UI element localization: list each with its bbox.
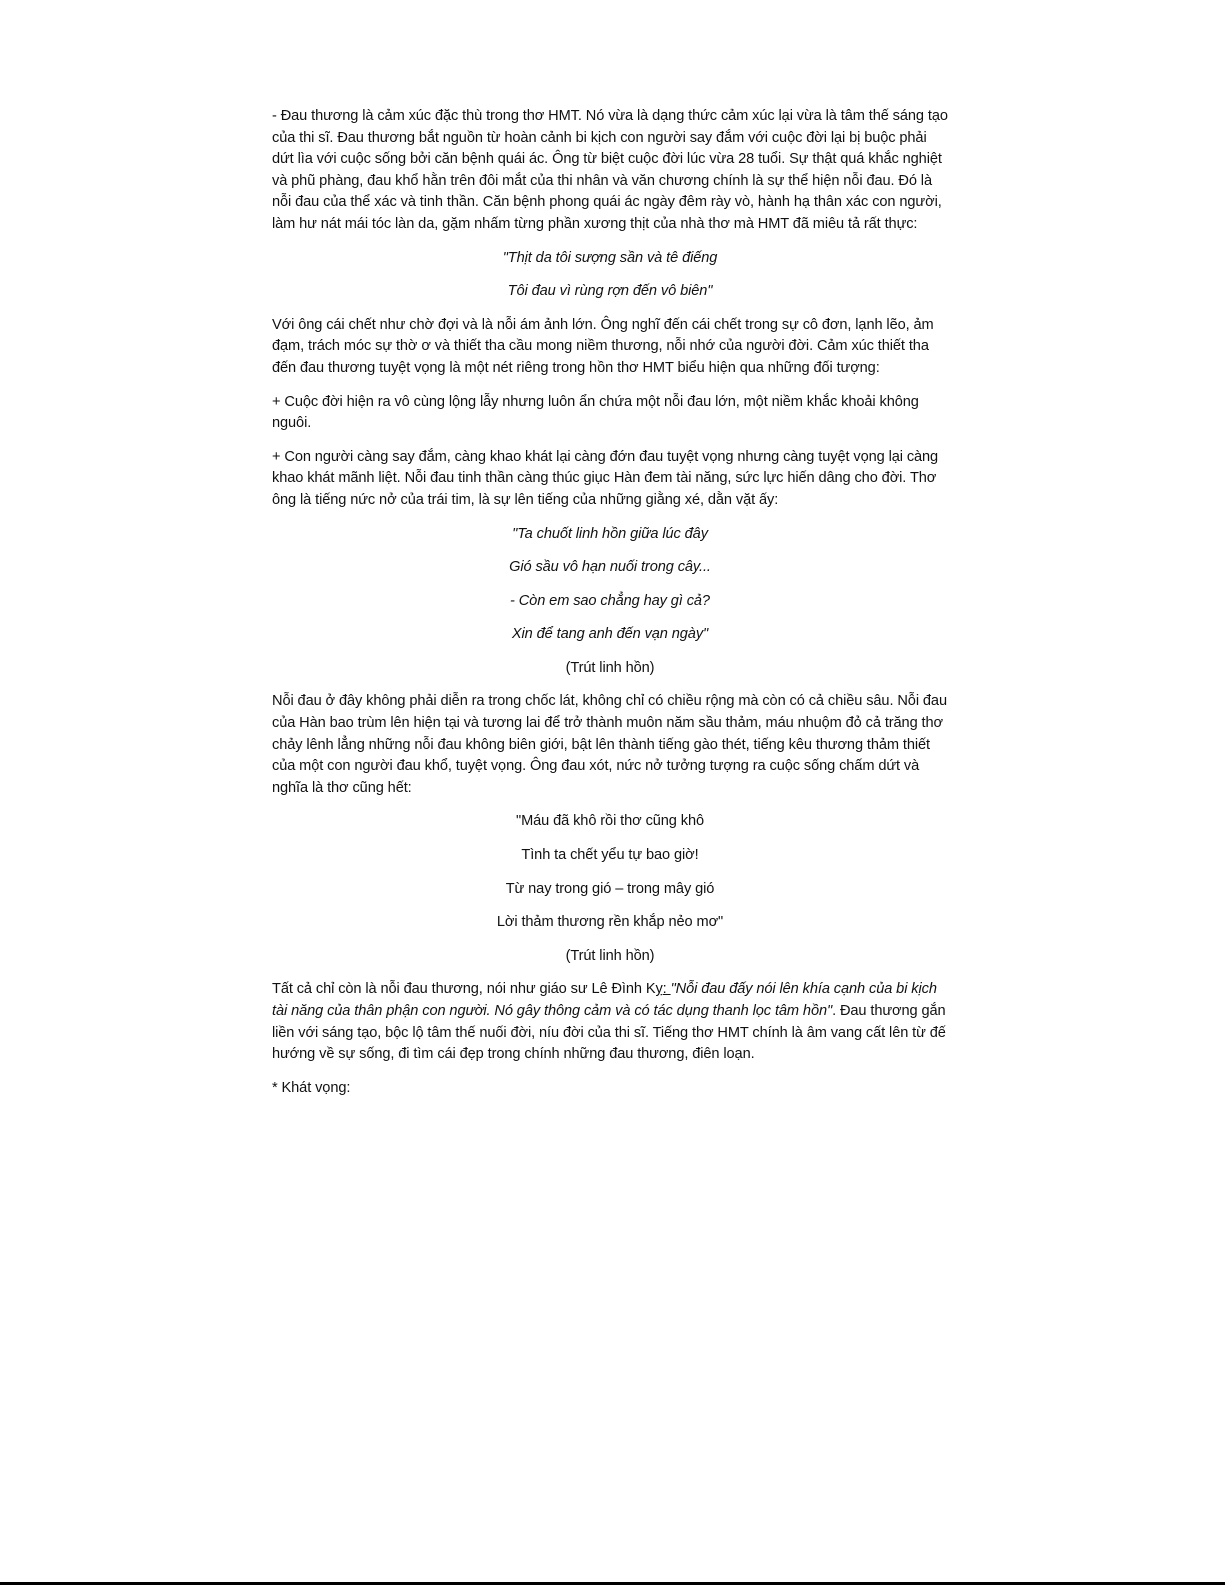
poem-source: (Trút linh hồn) <box>565 659 655 676</box>
paragraph-noi-dau: Nỗi đau ở đây không phải diễn ra trong chốc lát, không chỉ có chiều rộng mà còn có cả chiều sâu. Nỗi đau của Hàn bao trùm lên hiện tại và tương lai để trở thành muôn năm sầu thảm, máu nhuộm đỏ cả trăng thơ chảy lênh lẳng những nỗi đau không biên giới, bật lên thành tiếng gào thét, tiếng kêu thương thảm thiết của một con người đau khổ, tuyệt vọng. Ông đau xót, nức nở tưởng tượng ra cuộc sống chấm dứt và nghĩa là thơ cũng hết: <box>272 693 947 796</box>
document-page <box>272 106 948 1111</box>
paragraph-con-nguoi: + Con người càng say đắm, càng khao khát lại càng đớn đau tuyệt vọng nhưng càng tuyệt vọng lại càng khao khát mãnh liệt. Nỗi đau tinh thần càng thúc giục Hàn đem tài năng, sức lực hiến dâng cho đời. Thơ ông là tiếng nức nở của trái tim, là sự lên tiếng của những giằng xé, dằn vặt ấy: <box>272 448 939 508</box>
verse-line: Xin để tang anh đến vạn ngày" <box>511 626 709 643</box>
paragraph-text: . Đau thương gắn liền với sáng tạo, bộc lộ tâm thế nuối đời, níu đời của thi sĩ. Tiếng thơ HMT chính là âm vang cất lên từ đế hướng về sự sống, đi tìm cái đẹp trong chính những đau thương, điên loạn. <box>272 1003 946 1063</box>
verse-line: - Còn em sao chẳng hay gì cả? <box>510 592 710 609</box>
verse-line: "Thịt da tôi sượng sần và tê điếng <box>502 249 718 266</box>
verse-line: Lời thảm thương rền khắp nẻo mơ" <box>496 914 724 931</box>
paragraph-tat-ca <box>272 979 948 1065</box>
paragraph-text: Tất cả chỉ còn là nỗi đau thương, nói như giáo sư Lê Đình Kỵ <box>272 981 663 998</box>
quotation: "Nỗi đau đấy nói lên khía cạnh của bi kịch tài năng của thân phận con người. Nó gây thông cảm và có tác dụng thanh lọc tâm hồn" <box>272 981 937 1019</box>
colon-text: : <box>662 981 671 998</box>
verse-line: Gió sầu vô hạn nuối trong cây... <box>509 559 711 576</box>
paragraph-dau-thuong: - Đau thương là cảm xúc đặc thù trong thơ HMT. Nó vừa là dạng thức cảm xúc lại vừa là tâm thế sáng tạo của thi sĩ. Đau thương bắt nguồn từ hoàn cảnh bi kịch con người say đắm với cuộc đời lại bị buộc phải dứt lìa với cuộc sống bởi căn bệnh quái ác. Ông từ biệt cuộc đời lúc vừa 28 tuổi. Sự thật quá khắc nghiệt và phũ phàng, đau khổ hằn trên đôi mắt của thi nhân và văn chương chính là sự thể hiện nỗi đau. Đó là nỗi đau của thể xác và tinh thần. Căn bệnh phong quái ác ngày đêm rày vò, hành hạ thân xác con người, làm hư nát mái tóc làn da, gặm nhấm từng phần xương thịt của nhà thơ mà HMT đã miêu tả rất thực: <box>272 108 948 232</box>
section-heading-khat-vong: * Khát vọng: <box>272 1079 351 1096</box>
verse-line: "Máu đã khô rồi thơ cũng khô <box>516 813 704 830</box>
paragraph-cuoc-doi: + Cuộc đời hiện ra vô cùng lộng lẫy nhưng luôn ẩn chứa một nỗi đau lớn, một niềm khắc khoải không nguôi. <box>272 393 919 432</box>
verse-line: "Ta chuốt linh hồn giữa lúc đây <box>512 525 708 542</box>
poem-source: (Trút linh hồn) <box>565 947 655 964</box>
verse-line: Từ nay trong gió – trong mây gió <box>505 880 715 897</box>
verse-line: Tình ta chết yểu tự bao giờ! <box>521 847 699 864</box>
paragraph-cai-chet: Với ông cái chết như chờ đợi và là nỗi ám ảnh lớn. Ông nghĩ đến cái chết trong sự cô đơn, lạnh lẽo, ảm đạm, trách móc sự thờ ơ và thiết tha cầu mong niềm thương, nỗi nhớ của người đời. Cảm xúc thiết tha đến đau thương tuyệt vọng là một nét riêng trong hồn thơ HMT biểu hiện qua những đối tượng: <box>272 316 934 376</box>
verse-line: Tôi đau vì rùng rợn đến vô biên" <box>507 283 713 300</box>
